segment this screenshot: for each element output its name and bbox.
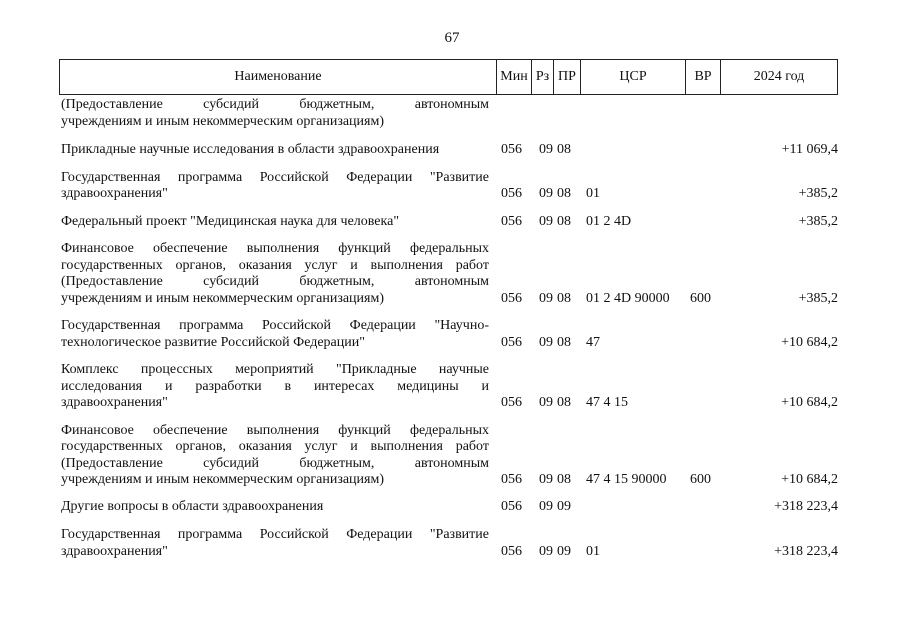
table-row: [0, 214, 904, 231]
table-row: [0, 142, 904, 159]
header-csr: ЦСР: [581, 60, 686, 94]
row-name-line: здравоохранения": [61, 395, 168, 410]
row-name-line: учреждениям и иным некоммерческим организациям): [61, 472, 385, 487]
table-header: [59, 59, 838, 95]
row-pr: 08: [557, 334, 571, 350]
row-min: 056: [501, 290, 522, 306]
header-pr: ПР: [554, 60, 581, 94]
row-pr: 09: [557, 498, 571, 514]
row-name: [61, 423, 489, 489]
row-rz: 09: [539, 334, 553, 350]
row-csr: 01 2 4D: [586, 213, 632, 229]
row-amount: +385,2: [798, 290, 838, 306]
row-name-line: учреждениям и иным некоммерческим организациям): [61, 290, 385, 306]
table-row: [0, 499, 904, 516]
row-name: [61, 499, 489, 516]
row-name-line: Финансовое обеспечение выполнения функций федеральных: [61, 241, 489, 256]
row-name-line: учреждениям и иным некоммерческим организациям): [61, 113, 385, 129]
row-pr: 08: [557, 472, 571, 487]
row-name-line: Прикладные научные исследования в области здравоохранения: [61, 142, 440, 157]
row-rz: 09: [539, 543, 553, 559]
row-name: [61, 214, 489, 231]
header-rz: Рз: [532, 60, 554, 94]
table-row: [0, 170, 904, 203]
row-name-line: здравоохранения": [61, 543, 168, 559]
row-name-line: государственных органов, оказания услуг и выполнения работ: [61, 439, 489, 454]
row-rz: 09: [539, 498, 553, 514]
header-year: 2024 год: [753, 69, 805, 84]
row-name: [61, 362, 489, 412]
table-row: [0, 362, 904, 412]
row-name-line: Другие вопросы в области здравоохранения: [61, 498, 324, 514]
row-amount: +385,2: [798, 186, 838, 201]
row-pr: 08: [557, 142, 571, 157]
row-min: 056: [501, 498, 522, 514]
row-csr: 47 4 15: [586, 395, 628, 410]
header-min: Мин: [497, 60, 532, 94]
row-min: 056: [501, 334, 522, 350]
row-name-line: Федеральный проект "Медицинская наука для человека": [61, 213, 400, 229]
row-amount: +10 684,2: [781, 334, 838, 350]
row-name-line: Государственная программа Российской Федерации "Научно-: [61, 318, 489, 333]
row-min: 056: [501, 395, 522, 410]
row-amount: +10 684,2: [781, 472, 838, 487]
row-name: [61, 318, 489, 351]
row-name-line: (Предоставление субсидий бюджетным, автономным: [61, 97, 489, 112]
row-name-line: исследования и разработки в интересах медицины и: [61, 378, 489, 394]
header-name: Наименование: [60, 60, 497, 94]
row-rz: 09: [539, 395, 553, 410]
row-pr: 08: [557, 186, 571, 201]
row-csr: 01: [586, 543, 600, 559]
row-name-line: государственных органов, оказания услуг и выполнения работ: [61, 257, 489, 273]
row-name: [61, 241, 489, 307]
row-name: [61, 142, 489, 159]
row-vr: 600: [690, 290, 711, 306]
row-min: 056: [501, 142, 522, 157]
row-pr: 08: [557, 395, 571, 410]
row-csr: 47: [586, 334, 600, 350]
row-vr: 600: [690, 472, 711, 487]
row-amount: +318 223,4: [774, 498, 838, 514]
row-name-line: Государственная программа Российской Федерации "Развитие: [61, 169, 489, 185]
row-pr: 09: [557, 543, 571, 559]
row-min: 056: [501, 213, 522, 229]
row-name: [61, 527, 489, 560]
row-amount: +318 223,4: [774, 543, 838, 559]
page-number: 67: [444, 30, 460, 46]
row-rz: 09: [539, 290, 553, 306]
table-body: [0, 97, 904, 560]
row-pr: 08: [557, 213, 571, 229]
row-csr: 47 4 15 90000: [586, 472, 667, 487]
row-rz: 09: [539, 142, 553, 157]
row-rz: 09: [539, 472, 553, 487]
row-csr: 01 2 4D 90000: [586, 290, 670, 306]
row-amount: +11 069,4: [781, 142, 838, 157]
row-name-line: Финансовое обеспечение выполнения функций федеральных: [61, 422, 489, 438]
table-row: [0, 318, 904, 351]
row-name-line: Комплекс процессных мероприятий "Прикладные научные: [61, 362, 489, 377]
table-row: [0, 97, 904, 130]
table-row: [0, 527, 904, 560]
row-amount: +385,2: [798, 213, 838, 229]
table-row: [0, 423, 904, 489]
row-name: [61, 97, 489, 130]
row-min: 056: [501, 472, 522, 487]
row-name-line: технологическое развитие Российской Федерации": [61, 334, 365, 350]
row-min: 056: [501, 186, 522, 201]
row-name-line: здравоохранения": [61, 186, 168, 201]
row-name-line: (Предоставление субсидий бюджетным, автономным: [61, 455, 489, 471]
header-vr: ВР: [686, 60, 721, 94]
row-min: 056: [501, 543, 522, 559]
row-pr: 08: [557, 290, 571, 306]
row-name: [61, 170, 489, 203]
row-amount: +10 684,2: [781, 395, 838, 410]
row-rz: 09: [539, 213, 553, 229]
row-name-line: (Предоставление субсидий бюджетным, автономным: [61, 274, 489, 289]
row-rz: 09: [539, 186, 553, 201]
row-name-line: Государственная программа Российской Федерации "Развитие: [61, 527, 489, 542]
row-csr: 01: [586, 186, 600, 201]
table-row: [0, 241, 904, 307]
